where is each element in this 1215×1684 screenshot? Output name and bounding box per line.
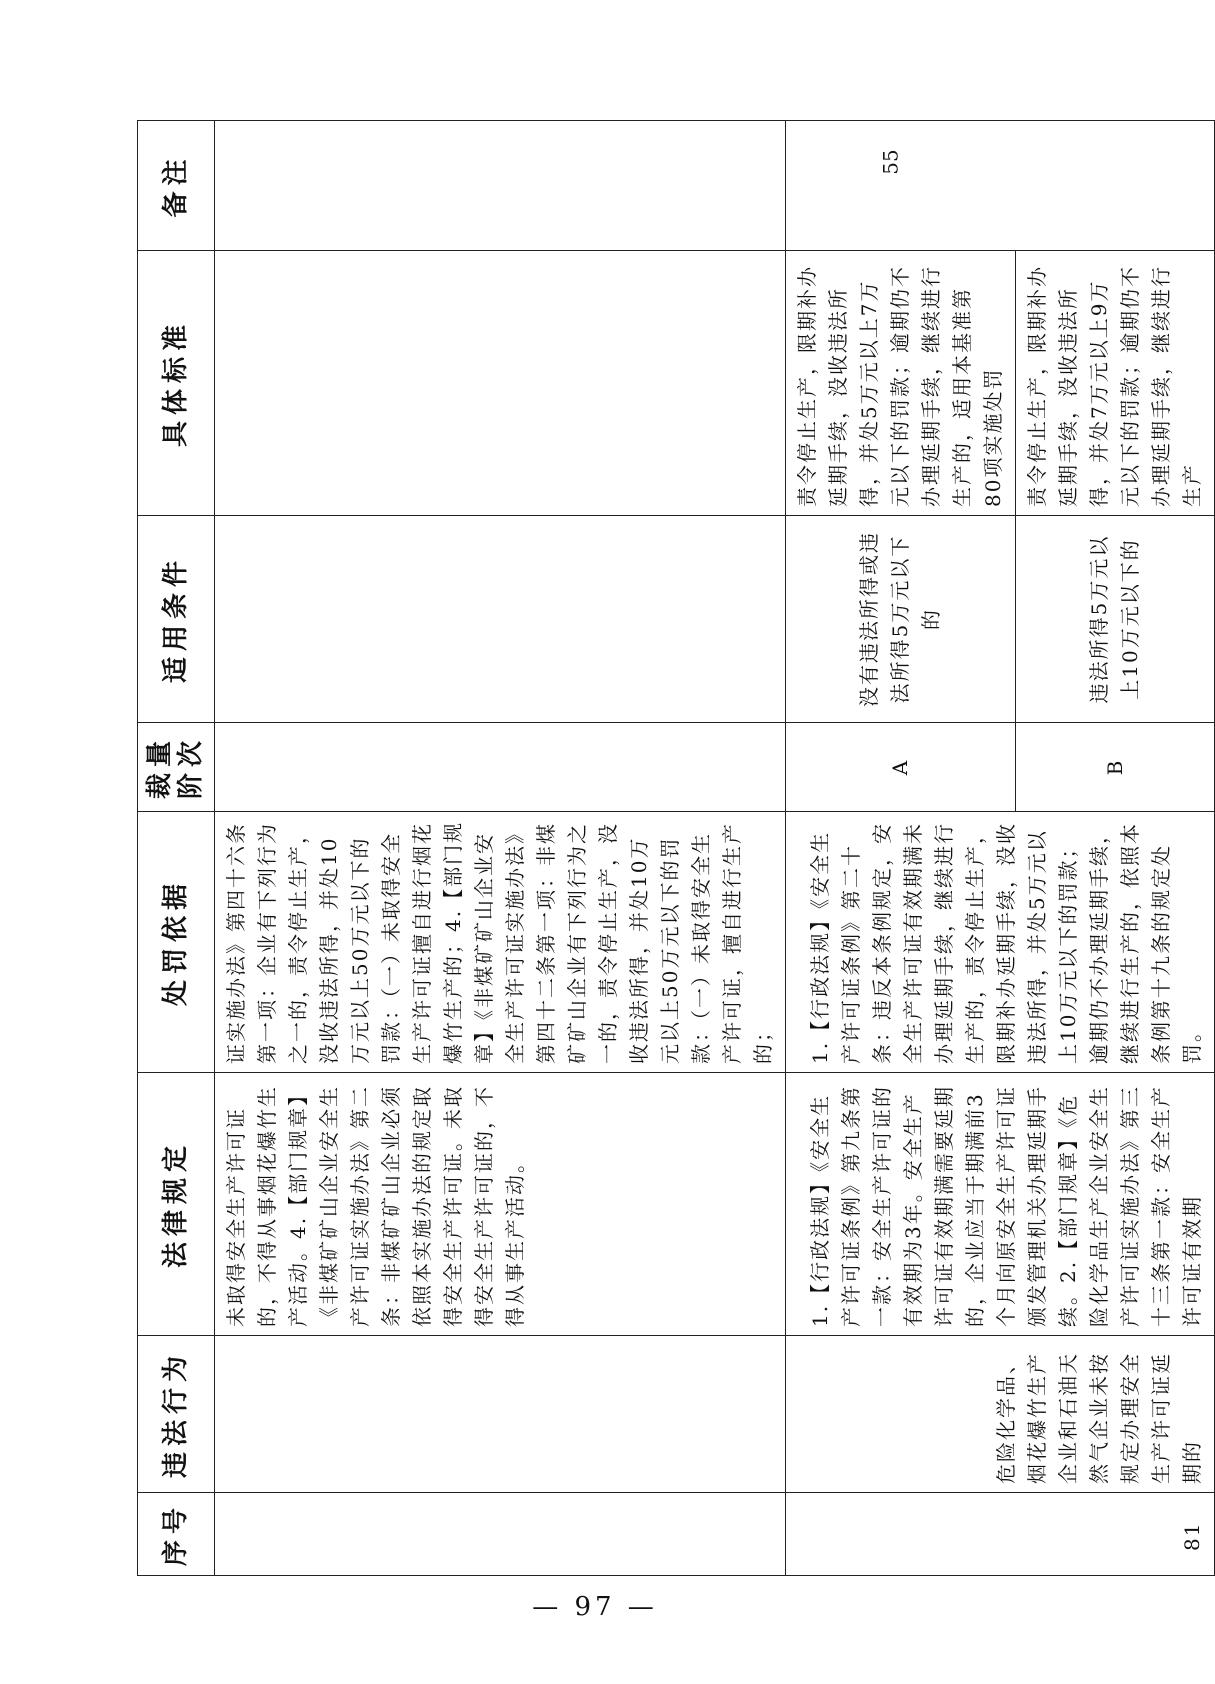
cell-no-empty: [215, 1493, 786, 1576]
header-law: 法律规定: [138, 1073, 215, 1336]
cell-law-continued: 未取得安全生产许可证的，不得从事烟花爆竹生产活动。4.【部门规章】《非煤矿矿山企业安全生产许可证实施办法》第二条：非煤矿矿山企业必须依照本实施办法的规定取得安全生产许可证。未取得安全生产许可证的，不得从事生产活动。: [215, 1073, 786, 1336]
cell-level-empty: [215, 723, 786, 812]
header-std: 具体标准: [138, 251, 215, 516]
cell-cond-b: 违法所得5万元以上10万元以下的: [1016, 516, 1215, 723]
cell-note-empty: [215, 121, 786, 251]
cell-cond-a: 没有违法所得或违法所得5万元以下的: [786, 516, 1016, 723]
table-row-continued: [215, 121, 786, 1576]
penalty-standard-table: [137, 120, 1215, 1576]
header-no: 序号: [138, 1493, 215, 1576]
cell-level-a: A: [786, 723, 1016, 812]
header-act: 违法行为: [138, 1336, 215, 1493]
cell-cond-empty: [215, 516, 786, 723]
side-page-number: 55: [878, 149, 903, 175]
cell-law-81: 1.【行政法规】《安全生产许可证条例》第九条第一款：安全生产许可证的有效期为3年。安全生产许可证有效期满需要延期的，企业应当于期满前3个月向原安全生产许可证颁发管理机关办理延期手续。2.【部门规章】《危险化学品生产企业安全生产许可证实施办法》第三十三条第一款：安全生产许可证有效期: [786, 1073, 1215, 1336]
table-row-81-a: [786, 121, 1016, 1576]
cell-no-81: 81: [786, 1493, 1215, 1576]
cell-act-81: 危险化学品、烟花爆竹生产企业和石油天然气企业未按规定办理安全生产许可证延期的: [786, 1336, 1215, 1493]
cell-std-a: 责令停止生产，限期补办延期手续，没收违法所得，并处5万元以上7万元以下的罚款；逾期仍不办理延期手续，继续进行生产的，适用本基准第80项实施处罚: [786, 251, 1016, 516]
table-header-row: [138, 121, 215, 1576]
cell-basis-81: 1.【行政法规】《安全生产许可证条例》第二十条：违反本条例规定，安全生产许可证有效期满未办理延期手续，继续进行生产的，责令停止生产，限期补办延期手续，没收违法所得，并处5万元以上10万元以下的罚款；逾期仍不办理延期手续，继续进行生产的，依照本条例第十九条的规定处罚。: [786, 812, 1215, 1073]
cell-std-b: 责令停止生产，限期补办延期手续，没收违法所得，并处7万元以上9万元以下的罚款；逾期仍不办理延期手续，继续进行生产: [1016, 251, 1215, 516]
header-note: 备注: [138, 121, 215, 251]
cell-act-empty: [215, 1336, 786, 1493]
header-cond: 适用条件: [138, 516, 215, 723]
cell-std-empty: [215, 251, 786, 516]
header-basis: 处罚依据: [138, 812, 215, 1073]
header-level: 裁量阶次: [138, 723, 215, 812]
cell-basis-continued: 证实施办法》第四十六条第一项：企业有下列行为之一的，责令停止生产，没收违法所得，并处10万元以上50万元以下的罚款：（一）未取得安全生产许可证擅自进行烟花爆竹生产的；4.【部门规章】《非煤矿矿山企业安全生产许可证实施办法》第四十二条第一项：非煤矿矿山企业有下列行为之一的，责令停止生产，没收违法所得，并处10万元以上50万元以下的罚款：（一）未取得安全生产许可证，擅自进行生产的；: [215, 812, 786, 1073]
rotated-table-page: [137, 120, 1204, 1576]
page-number: — 97 —: [532, 1592, 658, 1622]
cell-note-81: [786, 121, 1215, 251]
cell-level-b: B: [1016, 723, 1215, 812]
